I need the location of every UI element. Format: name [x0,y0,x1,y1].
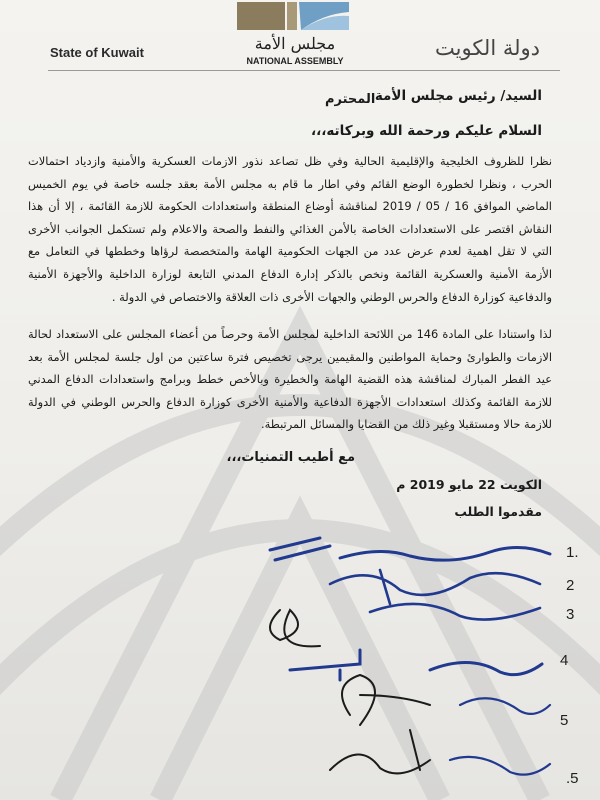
signature-number-4: 4 [560,652,569,669]
closing: مع أطيب التمنيات،،، [226,450,355,465]
salutation: السيد/ رئيس مجلس الأمة [374,88,542,104]
logo-arabic-text: مجلس الأمة [254,34,336,53]
signature-number-3: 3 [566,606,575,623]
signature-number-1: 1. [566,544,579,561]
signature-number-6: .5 [566,770,579,787]
paragraph-1: نظرا للظروف الخليجية والإقليمية الحالية وفي ظل تصاعد نذور الازمات العسكرية والأمنية وازدياد احتمالات الحرب ، ونظرا لخطورة الوضع القائم وفي اطار ما قام به مجلس الأمة بعقد جلسه خاصة في يوم الخميس الماضي الموافق 16 / 05 / 2019 لمناقشة أوضاع المنطقة واستعدادات الحكومة للازمة القائمة ، إلا أن هذا النقاش اقتصر على الاستعدادات الخاصة بالأمن الغذائي والنفط والصحة والاعلام ولم تستكمل الجوانب الأخرى التي لا تقل اهمية لعدم عرض عدد من الجهات الحكومية الهامة والمتخصصة لرؤاها وخططها في التعامل مع الأزمة الأمنية والعسكرية القائمة ونخص بالذكر إدارة الدفاع المدني التابعة لوزارة الداخلية والأجهزة الأمنية والدفاعية كوزارة الدفاع والحرس الوطني والجهات الأخرى ذات العلاقة والاختصاص في الدولة . [28,154,552,304]
header-arabic-title: دولة الكويت [435,36,540,60]
national-assembly-logo [225,2,365,70]
greeting: السلام عليكم ورحمة الله وبركاته،،، [310,123,542,139]
submitters-label: مقدموا الطلب [454,504,542,519]
signature-6-handwriting [320,720,560,790]
header-english-title: State of Kuwait [50,45,144,60]
place-date: الكويت 22 مايو 2019 م [396,477,542,492]
signature-number-2: 2 [566,577,575,594]
logo-english-text: NATIONAL ASSEMBLY [246,56,344,66]
header-divider [48,70,560,71]
paragraph-2: لذا واستنادا على المادة 146 من اللائحة الداخلية لمجلس الأمة وحرصاً من أعضاء المجلس على الاستعداد لحالة الازمات والطوارئ وحماية المواطنين والمقيمين يرجى تخصيص فترة ساعتين من اول جلسة لمجلس الأمة بعد عيد الفطر المبارك لمناقشة هذه القضية الهامة والخطيرة وبالأخص خطط وبرامج واستعدادات الدفاع المدني للازمة القائمة وكذلك استعدادات الأجهزة الدفاعية والأمنية الأخرى كوزارة الدفاع والحرس الوطني في الدولة للازمة حالا ومستقبلا وغير ذلك من القضايا والمسائل المرتبطة. [28,327,552,432]
signature-number-5: 5 [560,712,569,729]
honorific: المحترم [325,92,376,107]
